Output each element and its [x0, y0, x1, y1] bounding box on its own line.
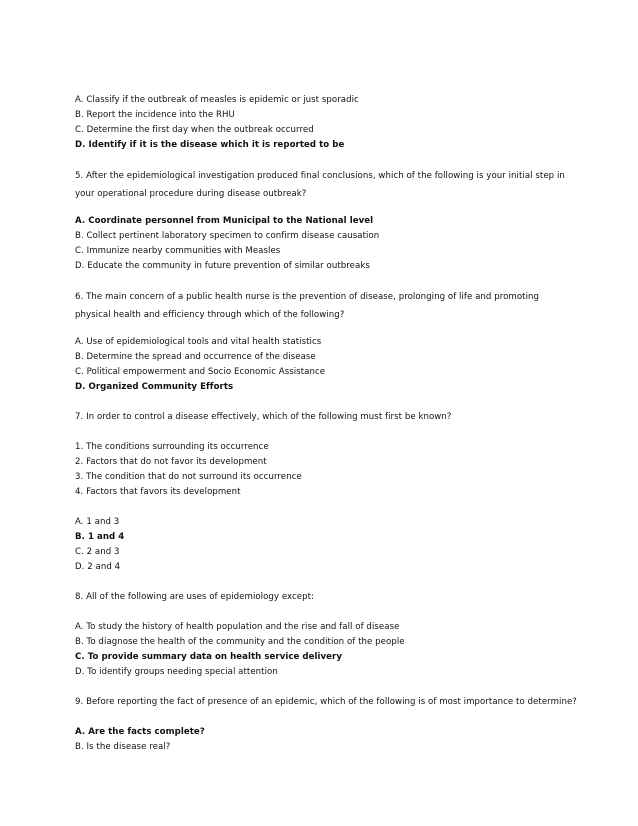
question-8-text: 8. All of the following are uses of epidemiology except: — [75, 592, 315, 602]
option-5d: D. Educate the community in future prevention of similar outbreaks — [75, 261, 370, 271]
question-6 — [75, 289, 575, 395]
item-7-3: 3. The condition that do not surround its occurrence — [75, 472, 302, 482]
question-8 — [75, 590, 575, 680]
option-4c: C. Determine the first day when the outbreak occurred — [75, 125, 314, 135]
option-8a: A. To study the history of health population and the rise and fall of disease — [75, 622, 400, 632]
question-5-text: 5. After the epidemiological investigation produced final conclusions, which of the following is your initial step in your operational procedure during disease outbreak? — [75, 171, 565, 199]
item-7-2: 2. Factors that do not favor its development — [75, 457, 267, 467]
option-6a: A. Use of epidemiological tools and vital health statistics — [75, 337, 322, 347]
question-4-options — [75, 93, 575, 153]
document-page — [75, 93, 575, 755]
option-5c: C. Immunize nearby communities with Measles — [75, 246, 281, 256]
option-9b: B. Is the disease real? — [75, 742, 171, 752]
option-4d-correct: D. Identify if it is the disease which it is reported to be — [75, 140, 345, 150]
question-5 — [75, 168, 575, 274]
option-5a-correct: A. Coordinate personnel from Municipal to the National level — [75, 216, 374, 226]
question-7-text: 7. In order to control a disease effectively, which of the following must first be known? — [75, 412, 452, 422]
option-9a-correct: A. Are the facts complete? — [75, 727, 205, 737]
question-6-text: 6. The main concern of a public health nurse is the prevention of disease, prolonging of life and promoting physical health and efficiency through which of the following? — [75, 292, 540, 320]
option-7b-correct: B. 1 and 4 — [75, 532, 125, 542]
option-7d: D. 2 and 4 — [75, 562, 121, 572]
option-8b: B. To diagnose the health of the community and the condition of the people — [75, 637, 405, 647]
question-9 — [75, 695, 575, 755]
item-7-1: 1. The conditions surrounding its occurrence — [75, 442, 269, 452]
option-4a: A. Classify if the outbreak of measles is epidemic or just sporadic — [75, 95, 359, 105]
option-8d: D. To identify groups needing special attention — [75, 667, 278, 677]
option-4b: B. Report the incidence into the RHU — [75, 110, 235, 120]
option-6b: B. Determine the spread and occurrence of the disease — [75, 352, 316, 362]
item-7-4: 4. Factors that favors its development — [75, 487, 241, 497]
option-6d-correct: D. Organized Community Efforts — [75, 382, 234, 392]
option-8c-correct: C. To provide summary data on health service delivery — [75, 652, 342, 662]
option-7c: C. 2 and 3 — [75, 547, 120, 557]
question-9-text: 9. Before reporting the fact of presence of an epidemic, which of the following is of most importance to determine? — [75, 697, 577, 707]
question-7 — [75, 410, 575, 575]
option-7a: A. 1 and 3 — [75, 517, 120, 527]
option-6c: C. Political empowerment and Socio Economic Assistance — [75, 367, 326, 377]
option-5b: B. Collect pertinent laboratory specimen to confirm disease causation — [75, 231, 380, 241]
